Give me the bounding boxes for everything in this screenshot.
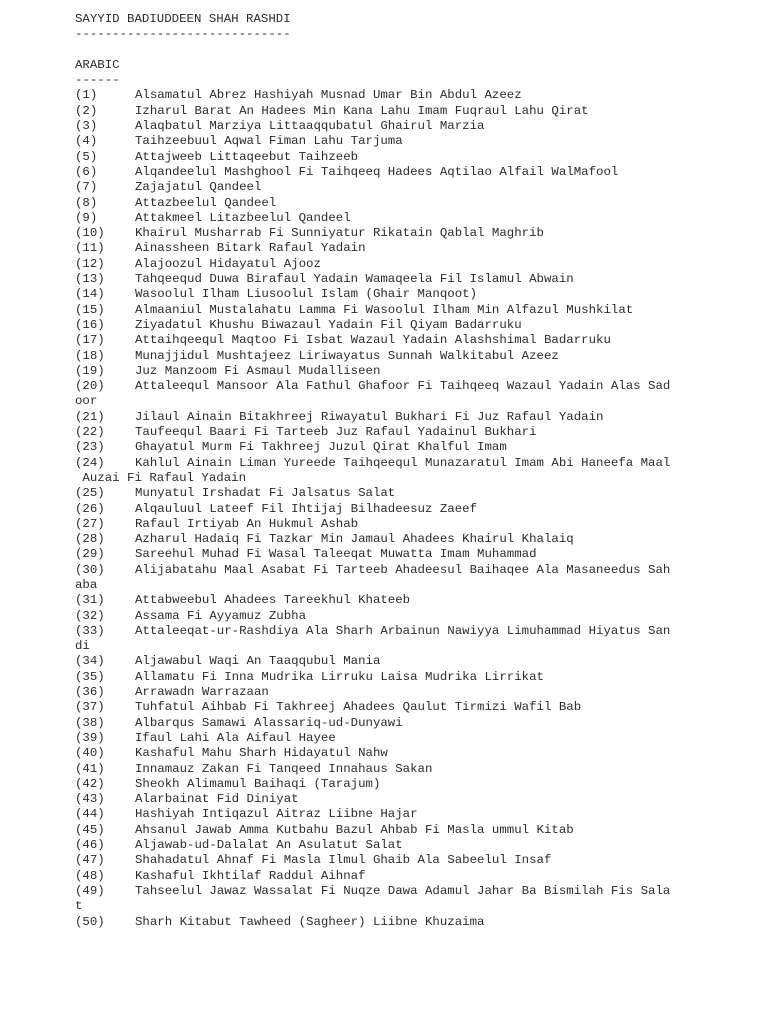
item-number: (27) xyxy=(75,516,105,531)
item-title: Kahlul Ainain Liman Yureede Taihqeequl Munazaratul Imam Abi Haneefa Maal xyxy=(135,455,671,470)
list-item xyxy=(75,792,675,807)
item-title: Sareehul Muhad Fi Wasal Taleeqat Muwatta Imam Muhammad xyxy=(135,547,537,562)
item-title: Attaleeqat-ur-Rashdiya Ala Sharh Arbainun Nawiyya Limuhammad Hiyatus San xyxy=(135,623,671,638)
list-item xyxy=(75,700,675,715)
item-title: Zajajatul Qandeel xyxy=(135,180,262,195)
list-item xyxy=(75,915,675,930)
item-title: Assama Fi Ayyamuz Zubha xyxy=(135,608,307,623)
item-title: Khairul Musharrab Fi Sunniyatur Rikatain Qablal Maghrib xyxy=(135,226,544,241)
item-number: (23) xyxy=(75,440,105,455)
item-number: (32) xyxy=(75,608,105,623)
list-item xyxy=(75,456,675,471)
list-item xyxy=(75,303,675,318)
item-title: Alsamatul Abrez Hashiyah Musnad Umar Bin Abdul Azeez xyxy=(135,88,522,103)
item-title: Azharul Hadaiq Fi Tazkar Min Jamaul Ahadees Khairul Khalaiq xyxy=(135,532,574,547)
list-item xyxy=(75,410,675,425)
list-item xyxy=(75,150,675,165)
section-heading: ARABIC xyxy=(75,57,120,72)
list-item xyxy=(75,349,675,364)
title-underline: ----------------------------- xyxy=(75,27,291,42)
list-item xyxy=(75,88,675,103)
item-number: (48) xyxy=(75,868,105,883)
item-title: Albarqus Samawi Alassariq-ud-Dunyawi xyxy=(135,715,403,730)
item-number: (30) xyxy=(75,562,105,577)
list-item xyxy=(75,272,675,287)
list-item xyxy=(75,257,675,272)
list-item xyxy=(75,180,675,195)
item-title: Arrawadn Warrazaan xyxy=(135,685,269,700)
item-title: Allamatu Fi Inna Mudrika Lirruku Laisa Mudrika Lirrikat xyxy=(135,669,544,684)
item-number: (41) xyxy=(75,761,105,776)
item-title: Hashiyah Intiqazul Aitraz Liibne Hajar xyxy=(135,807,418,822)
item-number: (40) xyxy=(75,746,105,761)
list-item xyxy=(75,547,675,562)
list-item xyxy=(75,731,675,746)
item-title: Attazbeelul Qandeel xyxy=(135,195,277,210)
list-item xyxy=(75,746,675,761)
list-item xyxy=(75,762,675,777)
item-number: (46) xyxy=(75,838,105,853)
item-number: (7) xyxy=(75,180,98,195)
list-item xyxy=(75,869,675,884)
item-title: Alaqbatul Marziya Littaaqqubatul Ghairul Marzia xyxy=(135,119,485,134)
item-title-continuation: aba xyxy=(75,577,98,592)
item-title: Ahsanul Jawab Amma Kutbahu Bazul Ahbab Fi Masla ummul Kitab xyxy=(135,822,574,837)
item-title: Wasoolul Ilham Liusoolul Islam (Ghair Manqoot) xyxy=(135,287,478,302)
item-number: (5) xyxy=(75,149,98,164)
item-title: Kashaful Ikhtilaf Raddul Aihnaf xyxy=(135,868,366,883)
list-item xyxy=(75,165,675,180)
item-title: Izharul Barat An Hadees Min Kana Lahu Imam Fuqraul Lahu Qirat xyxy=(135,103,589,118)
item-number: (33) xyxy=(75,623,105,638)
item-title: Sharh Kitabut Tawheed (Sagheer) Liibne Khuzaima xyxy=(135,914,485,929)
item-title: Alarbainat Fid Diniyat xyxy=(135,792,299,807)
item-number: (24) xyxy=(75,455,105,470)
item-number: (26) xyxy=(75,501,105,516)
item-title-continuation: di xyxy=(75,639,90,654)
item-number: (4) xyxy=(75,134,98,149)
item-number: (21) xyxy=(75,409,105,424)
item-number: (37) xyxy=(75,700,105,715)
item-title: Jilaul Ainain Bitakhreej Riwayatul Bukhari Fi Juz Rafaul Yadain xyxy=(135,409,604,424)
list-item xyxy=(75,853,675,868)
list-item xyxy=(75,379,675,394)
item-number: (22) xyxy=(75,425,105,440)
list-item xyxy=(75,823,675,838)
item-number: (25) xyxy=(75,486,105,501)
item-title: Tuhfatul Aihbab Fi Takhreej Ahadees Qaulut Tirmizi Wafil Bab xyxy=(135,700,582,715)
item-number: (1) xyxy=(75,88,98,103)
item-title: Aljawab-ud-Dalalat An Asulatut Salat xyxy=(135,838,403,853)
item-number: (12) xyxy=(75,256,105,271)
item-title: Munyatul Irshadat Fi Jalsatus Salat xyxy=(135,486,396,501)
item-title: Attajweeb Littaqeebut Taihzeeb xyxy=(135,149,359,164)
list-item xyxy=(75,624,675,639)
item-number: (42) xyxy=(75,776,105,791)
item-number: (36) xyxy=(75,685,105,700)
list-item xyxy=(75,670,675,685)
item-title: Alajoozul Hidayatul Ajooz xyxy=(135,256,321,271)
item-title: Attaihqeequl Maqtoo Fi Isbat Wazaul Yadain Alashshimal Badarruku xyxy=(135,333,611,348)
book-list xyxy=(75,88,675,929)
item-title: Shahadatul Ahnaf Fi Masla Ilmul Ghaib Ala Sabeelul Insaf xyxy=(135,853,552,868)
item-number: (31) xyxy=(75,593,105,608)
item-title: Ziyadatul Khushu Biwazaul Yadain Fil Qiyam Badarruku xyxy=(135,317,522,332)
section-underline: ------ xyxy=(75,73,120,88)
blank-line xyxy=(75,43,675,58)
list-item xyxy=(75,196,675,211)
item-number: (14) xyxy=(75,287,105,302)
item-title: Alqandeelul Mashghool Fi Taihqeeq Hadees Aqtilao Alfail WalMafool xyxy=(135,164,619,179)
item-number: (28) xyxy=(75,532,105,547)
list-item xyxy=(75,364,675,379)
list-item xyxy=(75,807,675,822)
item-title: Munajjidul Mushtajeez Liriwayatus Sunnah Walkitabul Azeez xyxy=(135,348,559,363)
list-item xyxy=(75,685,675,700)
item-number: (29) xyxy=(75,547,105,562)
item-title: Alqauluul Lateef Fil Ihtijaj Bilhadeesuz Zaeef xyxy=(135,501,478,516)
item-number: (35) xyxy=(75,669,105,684)
item-title: Attabweebul Ahadees Tareekhul Khateeb xyxy=(135,593,411,608)
item-title: Almaaniul Mustalahatu Lamma Fi Wasoolul Ilham Min Alfazul Mushkilat xyxy=(135,302,634,317)
item-title-continuation: oor xyxy=(75,394,98,409)
item-title: Juz Manzoom Fi Asmaul Mudalliseen xyxy=(135,363,381,378)
item-number: (47) xyxy=(75,853,105,868)
list-item xyxy=(75,609,675,624)
list-item xyxy=(75,502,675,517)
list-item xyxy=(75,563,675,578)
list-item xyxy=(75,440,675,455)
item-number: (2) xyxy=(75,103,98,118)
item-number: (44) xyxy=(75,807,105,822)
item-title: Taufeequl Baari Fi Tarteeb Juz Rafaul Yadainul Bukhari xyxy=(135,425,537,440)
item-number: (13) xyxy=(75,272,105,287)
item-number: (9) xyxy=(75,210,98,225)
item-number: (10) xyxy=(75,226,105,241)
list-item xyxy=(75,884,675,899)
item-title: Tahqeequd Duwa Birafaul Yadain Wamaqeela Fil Islamul Abwain xyxy=(135,272,574,287)
list-item xyxy=(75,241,675,256)
item-number: (16) xyxy=(75,317,105,332)
item-title: Ainassheen Bitark Rafaul Yadain xyxy=(135,241,366,256)
document-page xyxy=(75,12,675,930)
list-item xyxy=(75,318,675,333)
list-item xyxy=(75,777,675,792)
item-number: (18) xyxy=(75,348,105,363)
list-item xyxy=(75,517,675,532)
item-number: (34) xyxy=(75,654,105,669)
item-title: Kashaful Mahu Sharh Hidayatul Nahw xyxy=(135,746,388,761)
item-title: Ifaul Lahi Ala Aifaul Hayee xyxy=(135,730,336,745)
item-number: (11) xyxy=(75,241,105,256)
list-item xyxy=(75,654,675,669)
item-number: (6) xyxy=(75,164,98,179)
item-number: (43) xyxy=(75,792,105,807)
item-title: Attakmeel Litazbeelul Qandeel xyxy=(135,210,351,225)
item-number: (15) xyxy=(75,302,105,317)
item-number: (38) xyxy=(75,715,105,730)
list-item xyxy=(75,287,675,302)
list-item xyxy=(75,134,675,149)
list-item xyxy=(75,593,675,608)
item-title-continuation: Auzai Fi Rafaul Yadain xyxy=(75,470,247,485)
list-item xyxy=(75,716,675,731)
list-item xyxy=(75,486,675,501)
item-number: (45) xyxy=(75,822,105,837)
list-item xyxy=(75,532,675,547)
list-item xyxy=(75,211,675,226)
page-title: SAYYID BADIUDDEEN SHAH RASHDI xyxy=(75,12,291,26)
item-number: (8) xyxy=(75,195,98,210)
list-item xyxy=(75,119,675,134)
item-title: Innamauz Zakan Fi Tanqeed Innahaus Sakan xyxy=(135,761,433,776)
item-title: Alijabatahu Maal Asabat Fi Tarteeb Ahadeesul Baihaqee Ala Masaneedus Sah xyxy=(135,562,671,577)
item-title: Rafaul Irtiyab An Hukmul Ashab xyxy=(135,516,359,531)
list-item xyxy=(75,333,675,348)
item-number: (50) xyxy=(75,914,105,929)
item-title: Taihzeebuul Aqwal Fiman Lahu Tarjuma xyxy=(135,134,403,149)
list-item xyxy=(75,425,675,440)
list-item xyxy=(75,226,675,241)
item-title: Ghayatul Murm Fi Takhreej Juzul Qirat Khalful Imam xyxy=(135,440,507,455)
item-title: Aljawabul Waqi An Taaqqubul Mania xyxy=(135,654,381,669)
item-number: (19) xyxy=(75,363,105,378)
item-title-continuation: t xyxy=(75,899,83,914)
item-title: Attaleequl Mansoor Ala Fathul Ghafoor Fi Taihqeeq Wazaul Yadain Alas Sad xyxy=(135,379,671,394)
item-number: (3) xyxy=(75,119,98,134)
item-number: (17) xyxy=(75,333,105,348)
item-number: (20) xyxy=(75,379,105,394)
item-title: Tahseelul Jawaz Wassalat Fi Nuqze Dawa Adamul Jahar Ba Bismilah Fis Sala xyxy=(135,883,671,898)
list-item xyxy=(75,104,675,119)
item-title: Sheokh Alimamul Baihaqi (Tarajum) xyxy=(135,776,381,791)
list-item xyxy=(75,838,675,853)
item-number: (49) xyxy=(75,883,105,898)
item-number: (39) xyxy=(75,730,105,745)
